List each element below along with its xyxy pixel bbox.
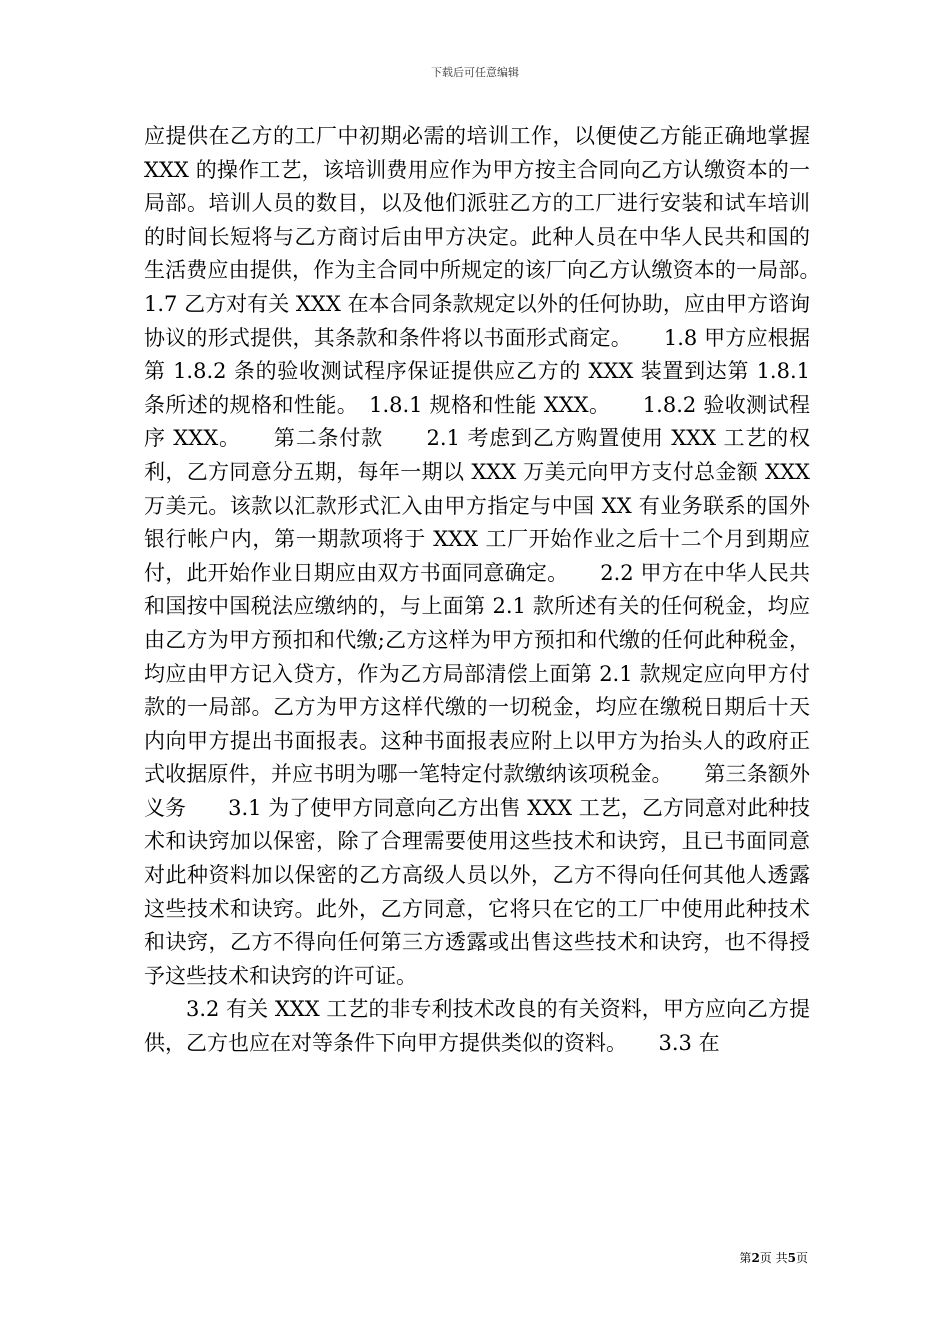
paragraph: 应提供在乙方的工厂中初期必需的培训工作，以便使乙方能正确地掌握 XXX 的操作工艺，该培训费用应作为甲方按主合同向乙方认缴资本的一局部。培训人员的数目，以及他们派驻乙方的工厂进行安装和试车培训的时间长短将与乙方商讨后由甲方决定。此种人员在中华人民共和国的生活费应由提供，作为主合同中所规定的该厂向乙方认缴资本的一局部。 1.7 乙方对有关 XXX 在本合同条款规定以外的任何协助，应由甲方谘询协议的形式提供，其条款和条件将以书面形式商定。 1.8 甲方应根据第 1.8.2 条的验收测试程序保证提供应乙方的 XXX 装置到达第 1.8.1 条所述的规格和性能。 1.8.1 规格和性能 XXX。 1.8.2 验收测试程序 XXX。 第二条付款 2.1 考虑到乙方购置使用 XXX 工艺的权利，乙方同意分五期，每年一期以 XXX 万美元向甲方支付总金额 XXX 万美元。该款以汇款形式汇入由甲方指定与中国 XX 有业务联系的国外银行帐户内，第一期款项将于 XXX 工厂开始作业之后十二个月到期应付，此开始作业日期应由双方书面同意确定。 2.2 甲方在中华人民共和国按中国税法应缴纳的，与上面第 2.1 款所述有关的任何税金，均应由乙方为甲方预扣和代缴;乙方这样为甲方预扣和代缴的任何此种税金，均应由甲方记入贷方，作为乙方局部清偿上面第 2.1 款规定应向甲方付款的一局部。乙方为甲方这样代缴的一切税金，均应在缴税日期后十天内向甲方提出书面报表。这种书面报表应附上以甲方为抬头人的政府正式收据原件，并应书明为哪一笔特定付款缴纳该项税金。 第三条额外义务 3.1 为了使甲方同意向乙方出售 XXX 工艺，乙方同意对此种技术和诀窍加以保密，除了合理需要使用这些技术和诀窍，且已书面同意对此种资料加以保密的乙方高级人员以外，乙方不得向任何其他人透露这些技术和诀窍。此外，乙方同意，它将只在它的工厂中使用此种技术和诀窍，乙方不得向任何第三方透露或出售这些技术和诀窍，也不得授予这些技术和诀窍的许可证。 (144, 124, 852, 988)
body-text (144, 120, 852, 1061)
paragraph: 3.2 有关 XXX 工艺的非专利技术改良的有关资料，甲方应向乙方提供，乙方也应在对等条件下向甲方提供类似的资料。 3.3 在 (144, 997, 810, 1056)
current-page: 2 (751, 1251, 760, 1265)
page-number (739, 1249, 808, 1266)
page-number-middle: 页 共 (759, 1251, 788, 1265)
total-pages: 5 (787, 1251, 796, 1265)
page-number-prefix: 第 (739, 1251, 752, 1265)
page-header: 下载后可任意编辑 (431, 66, 519, 79)
page-number-suffix: 页 (795, 1251, 808, 1265)
